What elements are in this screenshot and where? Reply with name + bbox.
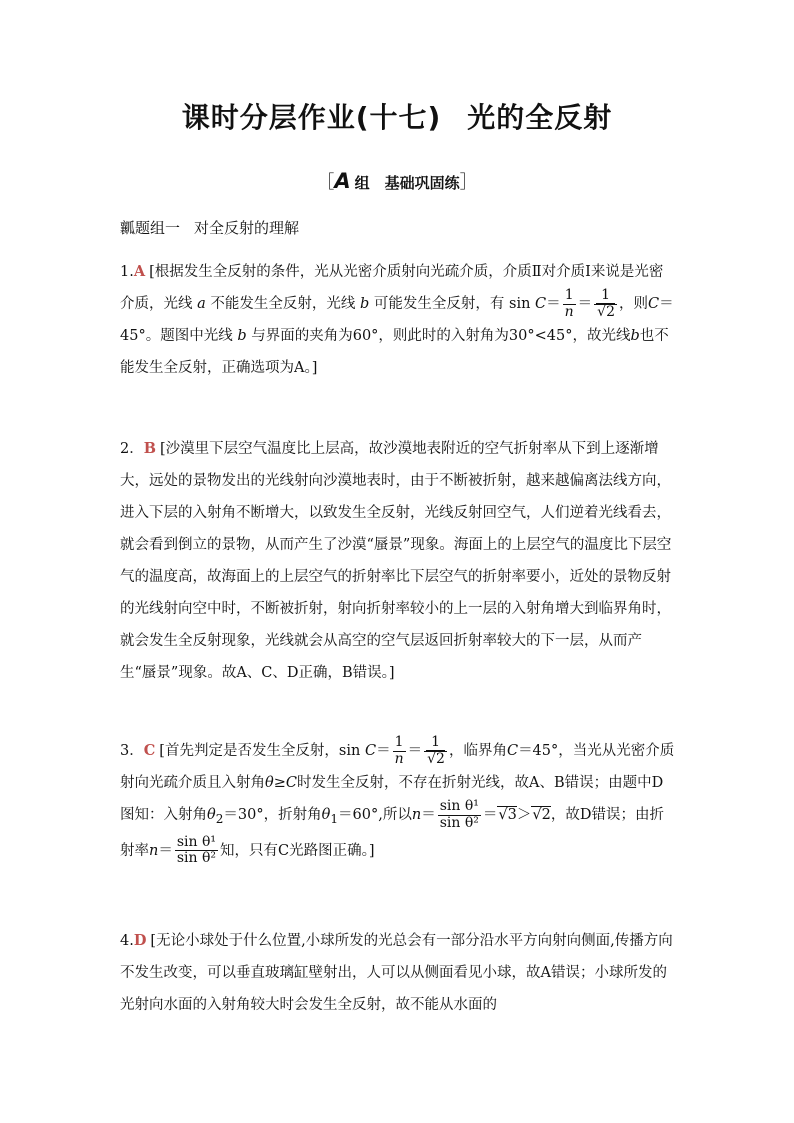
answer-3: 3．C [首先判定是否发生全反射，sin C＝ $\frac{1}{n}$ ＝ 1 √ 2 ，临界角C＝45°，当光从光密介质射向光疏介质且入射角θ≥C时发生全反射，不存在折射光线，故A、B错误；由题中D图知：入射角$\theta_2=30^\circ$，折射角$\theta_1=60^\circ$,所以n＝ $\frac{\text{sin θ¹}}{\text{sin θ²}}$ ＝√ 3＞√ 2，故D错误；由折射率n＝ $\frac{\text{sin θ¹}}{\text{sin θ²}}$ 知，只有C光路图正确。] [120,735,676,867]
page-title: 课时分层作业(十七) 光的全反射 [181,101,613,134]
fraction: $\frac{\text{sin θ¹}}{\text{sin θ²}}$ [439,798,479,831]
fraction: $\frac{1}{n}$ [564,287,574,320]
answer-key: C [143,742,156,759]
section-heading: 瓤题组一 对全反射的理解 [120,219,300,237]
fraction: $\frac{\text{sin θ¹}}{\text{sin θ²}}$ [176,834,217,867]
answer-key: A [133,263,146,280]
fraction: 1 √ 2 [424,735,447,767]
answer-4: 4.D [无论小球处于什么位置,小球所发的光总会有一部分沿水平方向射向侧面,传播方向不发生改变，可以垂直玻璃缸壁射出，人可以从侧面看见小球，故A错误；小球所发的光射向水面的入射角较大时会发生全反射，故不能从水面的 [120,932,673,1013]
fraction: $\frac{1}{n}$ [394,734,404,767]
answer-2: 2．B [沙漠里下层空气温度比上层高，故沙漠地表附近的空气折射率从下到上逐渐增大，远处的景物发出的光线射向沙漠地表时，由于不断被折射，越来越偏离法线方向，进入下层的入射角不断增大，以致发生全反射，光线反射回空气，人们逆着光线看去，就会看到倒立的景物，从而产生了沙漠“蜃景”现象。海面上的上层空气的温度比下层空气的温度高，故海面上的上层空气的折射率比下层空气的折射率要小，近处的景物反射的光线射向空中时，不断被折射，射向折射率较小的上一层的入射角增大到临界角时，就会发生全反射现象，光线就会从高空的空气层返回折射率较大的下一层，从而产生“蜃景”现象。故A、C、D正确，B错误。] [120,440,672,681]
answer-key: D [133,932,147,949]
fraction: 1 √ 2 [594,288,617,320]
answer-key: B [143,440,156,457]
answer-1: 1.A [根据发生全反射的条件，光从光密介质射向光疏介质，介质Ⅱ对介质Ⅰ来说是光密介质，光线 a 不能发生全反射，光线 b 可能发生全反射，有 sin C＝ $\frac{1}{n}$ ＝ 1 √ 2 ，则C＝45°。题图中光线 b 与界面的夹角为60°，则此时的入射角为30°<45°，故光线b也不能发生全反射，正确选项为A。] [120,256,676,384]
group-heading: ［A 组 基础巩固练］ [316,169,478,193]
